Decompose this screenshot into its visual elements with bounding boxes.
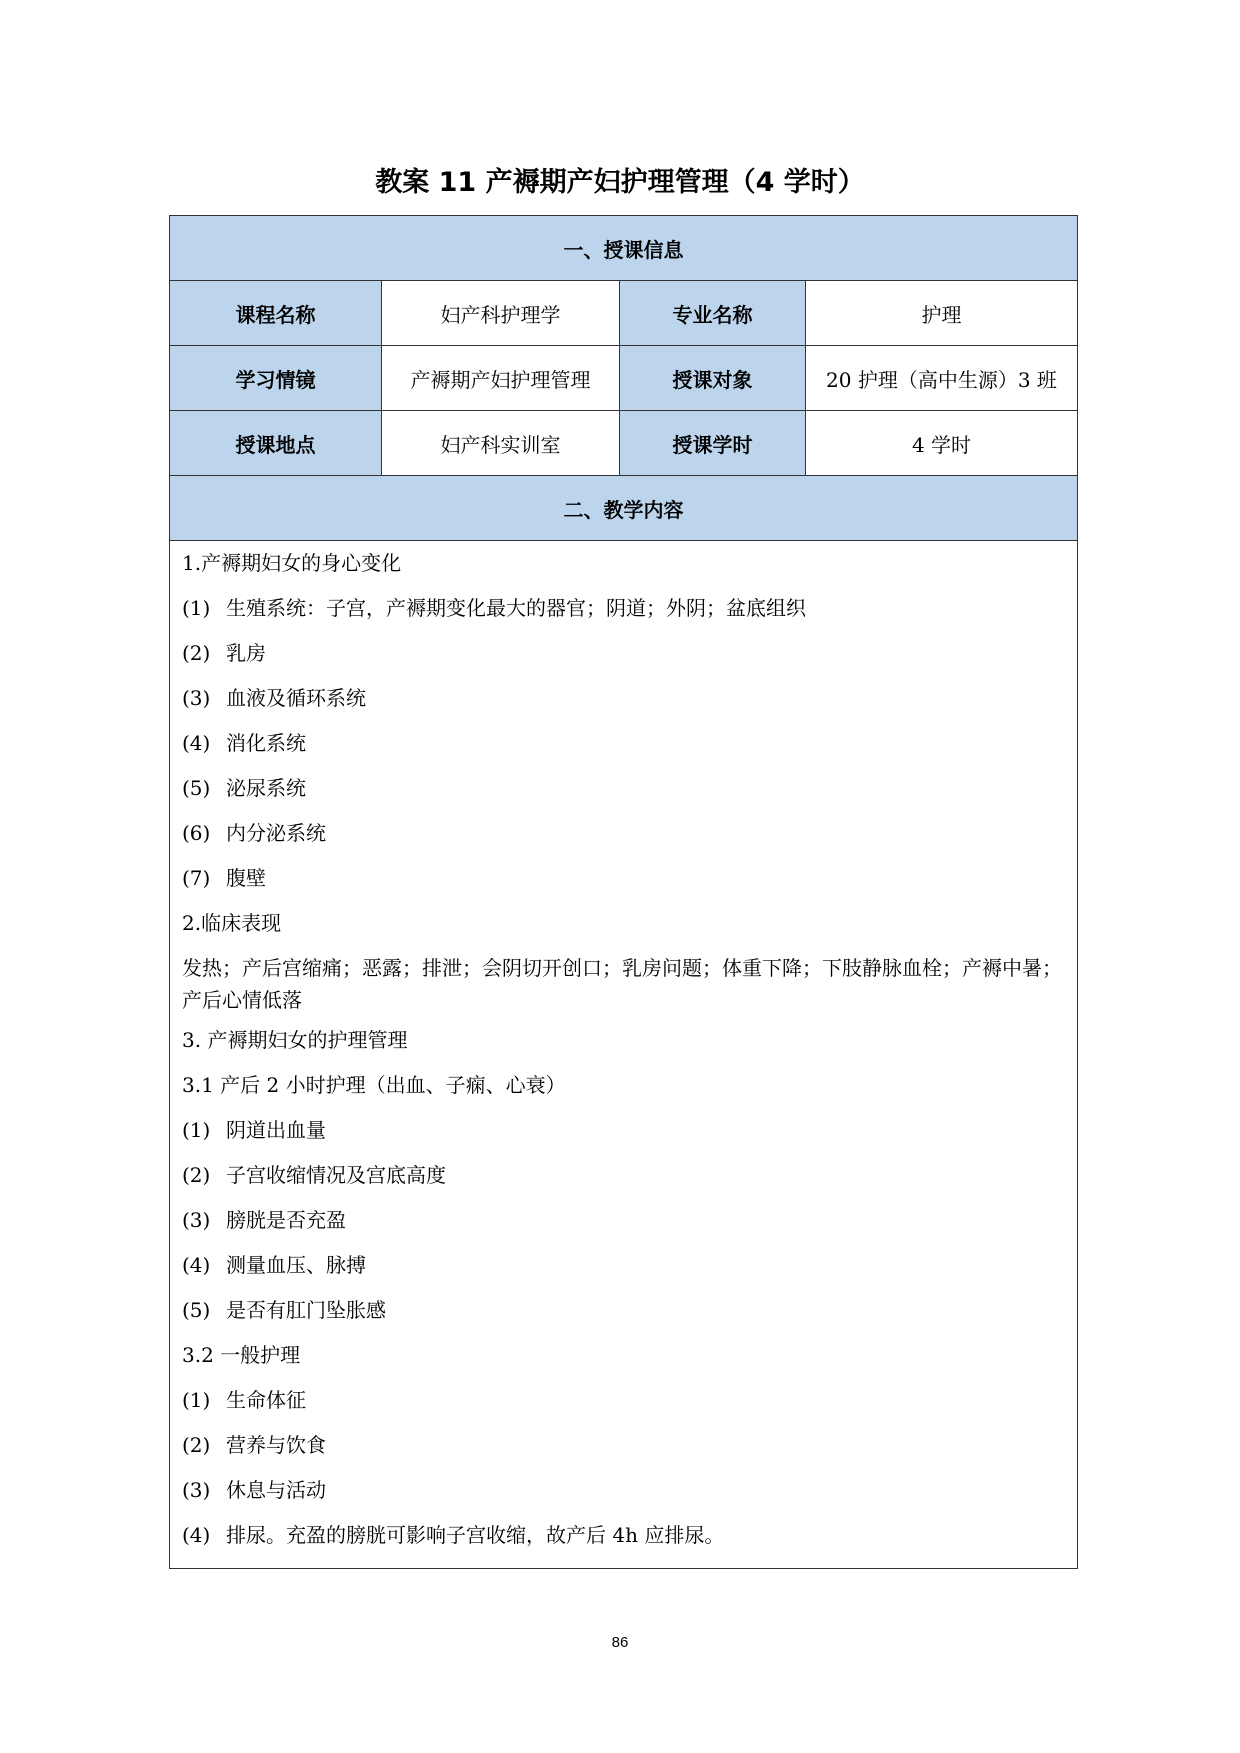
item-text: 测量血压、脉搏 — [226, 1253, 366, 1277]
item-text: 血液及循环系统 — [226, 686, 366, 710]
content-line — [182, 1423, 1067, 1468]
info-row — [170, 281, 1078, 346]
clinical-paragraph: 发热；产后宫缩痛；恶露；排泄；会阴切开创口；乳房问题；体重下降；下肢静脉血栓；产褥中暑；产后心情低落 — [182, 956, 1062, 1012]
content-line — [182, 811, 1067, 856]
item-number: (1) — [182, 1118, 211, 1142]
item-text: 2.临床表现 — [182, 911, 282, 935]
course-label: 课程名称 — [170, 281, 382, 346]
item-text: 3.1 产后 2 小时护理（出血、子痫、心衰） — [182, 1073, 566, 1097]
page-title: 教案 11 产褥期产妇护理管理（4 学时） — [375, 167, 865, 198]
item-number: (5) — [182, 776, 211, 800]
content-line — [182, 721, 1067, 766]
item-text: 生命体征 — [226, 1388, 306, 1412]
content-row — [170, 541, 1078, 1569]
info-row — [170, 346, 1078, 411]
section1-heading: 一、授课信息 — [170, 216, 1078, 281]
target-label: 授课对象 — [620, 346, 806, 411]
item-text: 腹壁 — [226, 866, 266, 890]
teaching-content — [170, 541, 1078, 1569]
item-number: (3) — [182, 1208, 211, 1232]
content-line — [182, 1243, 1067, 1288]
item-number: (4) — [182, 1523, 211, 1547]
section2-heading: 二、教学内容 — [170, 476, 1078, 541]
scene-label: 学习情镜 — [170, 346, 382, 411]
content-line — [182, 1018, 1067, 1063]
item-number: (2) — [182, 641, 211, 665]
page-number: 86 — [611, 1634, 629, 1651]
section-header-row — [170, 216, 1078, 281]
item-number: (1) — [182, 1388, 211, 1412]
item-text: 1.产褥期妇女的身心变化 — [182, 551, 402, 575]
item-text: 3. 产褥期妇女的护理管理 — [182, 1028, 408, 1052]
content-line — [182, 1153, 1067, 1198]
info-row — [170, 411, 1078, 476]
item-text: 营养与饮食 — [226, 1433, 326, 1457]
item-text: 子宫收缩情况及宫底高度 — [226, 1163, 446, 1187]
hours-value: 4 学时 — [806, 411, 1078, 476]
item-number: (2) — [182, 1433, 211, 1457]
course-value: 妇产科护理学 — [382, 281, 620, 346]
item-text: 3.2 一般护理 — [182, 1343, 301, 1367]
content-line — [182, 766, 1067, 811]
content-line — [182, 1198, 1067, 1243]
content-line — [182, 586, 1067, 631]
content-line — [182, 676, 1067, 721]
major-label: 专业名称 — [620, 281, 806, 346]
content-line — [182, 1288, 1067, 1333]
item-number: (5) — [182, 1298, 211, 1322]
content-line — [182, 901, 1067, 946]
place-value: 妇产科实训室 — [382, 411, 620, 476]
item-text: 阴道出血量 — [226, 1118, 326, 1142]
item-number: (6) — [182, 821, 211, 845]
item-text: 生殖系统：子宫，产褥期变化最大的器官；阴道；外阴；盆底组织 — [226, 596, 806, 620]
hours-label: 授课学时 — [620, 411, 806, 476]
place-label: 授课地点 — [170, 411, 382, 476]
lesson-plan-table — [169, 215, 1078, 1569]
item-number: (4) — [182, 1253, 211, 1277]
item-number: (4) — [182, 731, 211, 755]
item-number: (1) — [182, 596, 211, 620]
content-line — [182, 1108, 1067, 1153]
item-text: 内分泌系统 — [226, 821, 326, 845]
scene-value: 产褥期产妇护理管理 — [382, 346, 620, 411]
item-text: 休息与活动 — [226, 1478, 326, 1502]
item-text: 消化系统 — [226, 731, 306, 755]
item-number: (2) — [182, 1163, 211, 1187]
content-line — [182, 541, 1067, 586]
item-text: 乳房 — [226, 641, 266, 665]
content-line — [182, 1513, 1067, 1558]
item-text: 排尿。充盈的膀胱可影响子宫收缩，故产后 4h 应排尿。 — [226, 1523, 725, 1547]
content-line — [182, 1468, 1067, 1513]
section-header-row — [170, 476, 1078, 541]
content-line — [182, 1063, 1067, 1108]
content-line — [182, 1378, 1067, 1423]
content-line — [182, 631, 1067, 676]
item-text: 泌尿系统 — [226, 776, 306, 800]
content-line — [182, 1333, 1067, 1378]
item-number: (3) — [182, 1478, 211, 1502]
item-text: 是否有肛门坠胀感 — [226, 1298, 386, 1322]
item-number: (7) — [182, 866, 211, 890]
major-value: 护理 — [806, 281, 1078, 346]
content-line — [182, 856, 1067, 901]
item-number: (3) — [182, 686, 211, 710]
target-value: 20 护理（高中生源）3 班 — [806, 346, 1078, 411]
item-text: 膀胱是否充盈 — [226, 1208, 346, 1232]
